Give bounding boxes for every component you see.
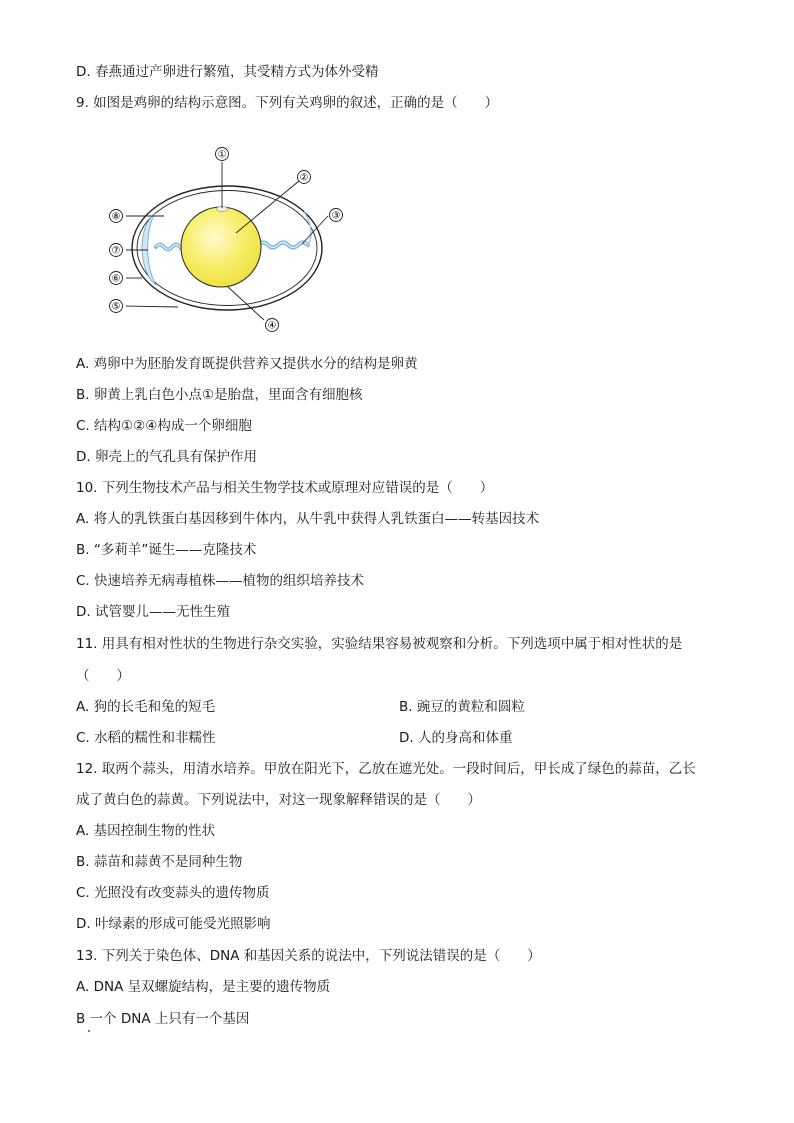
svg-text:②: ② [299, 172, 309, 184]
label-2 [298, 171, 311, 184]
q12-option-d: D. 叶绿素的形成可能受光照影响 [76, 916, 271, 932]
q12-option-c: C. 光照没有改变蒜头的遗传物质 [76, 885, 270, 901]
label-3 [330, 209, 343, 222]
q10-option-b: B. “多莉羊”诞生——克隆技术 [76, 542, 257, 558]
q11-stem: 11. 用具有相对性状的生物进行杂交实验，实验结果容易被观察和分析。下列选项中属于相对性状的是 [76, 636, 683, 652]
svg-text:④: ④ [267, 320, 277, 332]
label-5 [110, 300, 123, 313]
q9-option-c: C. 结构①②④构成一个卵细胞 [76, 418, 252, 434]
label-1 [216, 148, 229, 161]
svg-text:⑧: ⑧ [111, 211, 121, 223]
q12-option-b: B. 蒜苗和蒜黄不是同种生物 [76, 854, 243, 870]
q10-option-d: D. 试管婴儿——无性生殖 [76, 604, 230, 620]
q10-option-c: C. 快速培养无病毒植株——植物的组织培养技术 [76, 573, 365, 589]
svg-text:⑥: ⑥ [111, 273, 121, 285]
q10-stem: 10. 下列生物技术产品与相关生物学技术或原理对应错误的是（ ） [76, 480, 494, 496]
label-8 [110, 210, 123, 223]
q13-option-b: B 一个 DNA 上只有一个基因 [76, 1011, 250, 1027]
egg-structure-diagram [96, 140, 356, 340]
stray-mark [88, 1030, 90, 1032]
q12-option-a: A. 基因控制生物的性状 [76, 823, 216, 839]
label-4 [266, 319, 279, 332]
label-7 [110, 244, 123, 257]
q12-stem: 12. 取两个蒜头，用清水培养。甲放在阳光下，乙放在遮光处。一段时间后，甲长成了绿色的蒜苗，乙长 [76, 761, 696, 777]
q11-paren: （ ） [76, 668, 130, 684]
q11-option-b: B. 豌豆的黄粒和圆粒 [399, 699, 525, 715]
q11-option-a: A. 狗的长毛和兔的短毛 [76, 699, 216, 715]
svg-text:①: ① [217, 149, 227, 161]
q13-option-a: A. DNA 呈双螺旋结构，是主要的遗传物质 [76, 979, 331, 995]
q8-option-d: D. 春燕通过产卵进行繁殖，其受精方式为体外受精 [76, 64, 379, 80]
label-6 [110, 272, 123, 285]
q9-option-a: A. 鸡卵中为胚胎发育既提供营养又提供水分的结构是卵黄 [76, 356, 418, 372]
q10-option-a: A. 将人的乳铁蛋白基因移到牛体内，从牛乳中获得人乳铁蛋白——转基因技术 [76, 511, 540, 527]
svg-text:③: ③ [331, 210, 341, 222]
svg-text:⑦: ⑦ [111, 245, 121, 257]
q12-stem-cont: 成了黄白色的蒜黄。下列说法中，对这一现象解释错误的是（ ） [76, 792, 481, 808]
q11-option-c: C. 水稻的糯性和非糯性 [76, 730, 216, 746]
q13-stem: 13. 下列关于染色体、DNA 和基因关系的说法中，下列说法错误的是（ ） [76, 948, 541, 964]
q9-option-d: D. 卵壳上的气孔具有保护作用 [76, 449, 257, 465]
q9-stem: 9. 如图是鸡卵的结构示意图。下列有关鸡卵的叙述，正确的是（ ） [76, 95, 499, 111]
q11-option-d: D. 人的身高和体重 [399, 730, 513, 746]
yolk [181, 207, 261, 287]
q9-option-b: B. 卵黄上乳白色小点①是胎盘，里面含有细胞核 [76, 387, 363, 403]
svg-text:⑤: ⑤ [111, 301, 121, 313]
